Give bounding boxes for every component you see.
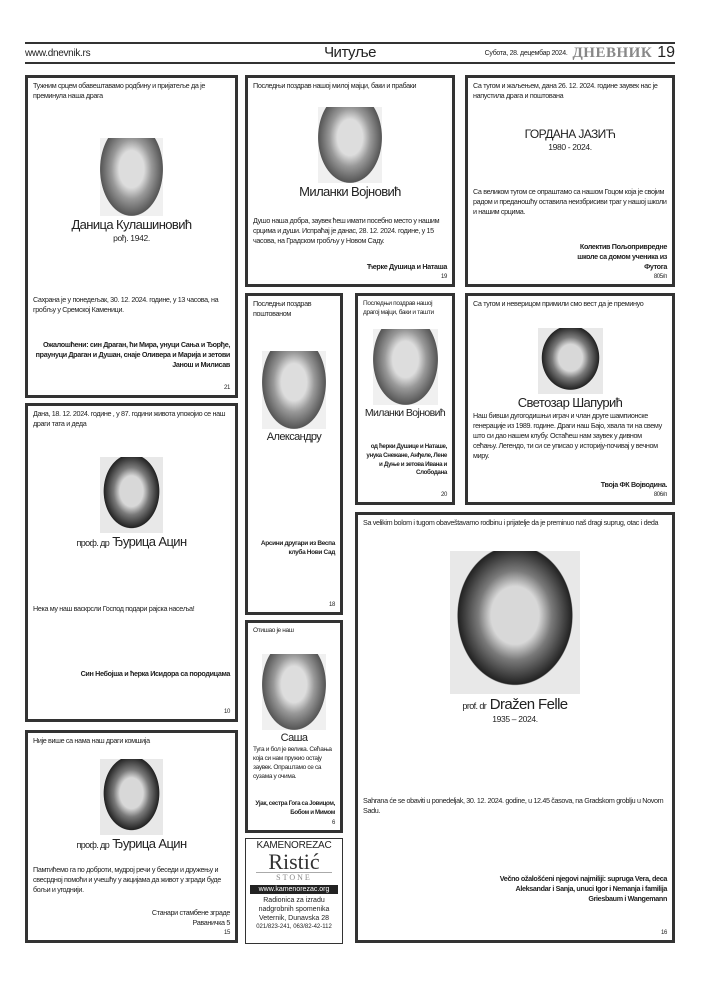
newspaper-logo: ДНЕВНИК xyxy=(572,44,653,61)
obituary-milanka-2 xyxy=(355,293,455,505)
obit-years: 1935 – 2024. xyxy=(492,713,538,724)
obit-title: проф. др xyxy=(76,537,110,548)
obit-name: Ђурица Ацин xyxy=(112,835,187,851)
obit-number: 16 xyxy=(661,929,667,936)
obit-signature: Ожалошћени: син Драган, ћи Мира, унуци Сања и Ђорђе, праунуци Драган и Душан, снаје Оливера и Марија и зетови Јанош и Милисав xyxy=(35,340,230,370)
ad-address: Veternik, Dunavska 28 xyxy=(258,915,330,923)
obit-intro: Тужним срцем обавештавамо родбину и пријатеље да је преминула наша драга xyxy=(33,81,206,101)
site-url[interactable]: www.dnevnik.rs xyxy=(25,47,91,59)
obit-signature: Станари стамбене зграде Раваничка 5 xyxy=(151,907,230,927)
obit-intro: Није више са нама наш драги комшија xyxy=(33,736,150,745)
obit-intro: Sa velikim bolom i tugom obaveštavamo rodbinu i prijatelje da je preminuo naš dragi suprug, otac i deda xyxy=(363,518,659,527)
obit-text: Наш бивши дугогодишњи играч и члан друге шампионске генерације из 1989. године. Драги наш Бајо, хвала ти на свему што си дао нашем клубу. Остаћеш нам заувек у дивном сећању. Легендо, ти си се уписао у историју-почивај у вечном миру. xyxy=(473,410,662,460)
obit-number: 10 xyxy=(224,708,230,715)
obit-name: Миланки Војновић xyxy=(299,183,401,199)
obit-name: Dražen Felle xyxy=(489,696,568,714)
obit-signature: од ћерки Душице и Наташе, унука Снежане, Анђеле, Лене и Дуње и зетова Ивана и Слободана xyxy=(366,443,447,477)
obit-name: Ђурица Ацин xyxy=(112,533,187,549)
obit-name: Саша xyxy=(280,732,308,745)
obit-name: Светозар Шапурић xyxy=(517,394,623,410)
obit-signature: Ујак, сестра Гога са Јовицом, Бобом и Мимом xyxy=(255,800,335,817)
ad-brand-sub: STONE xyxy=(256,872,332,883)
obit-intro: Са тугом и неверицом примили смо вест да је преминуо xyxy=(473,299,644,308)
obit-number: 15 xyxy=(224,929,230,936)
obit-years: 1980 - 2024. xyxy=(548,141,592,152)
obit-name: Миланки Војновић xyxy=(364,407,446,420)
ad-website[interactable]: www.kamenorezac.org xyxy=(250,885,338,894)
ad-line: nadgrobnih spomenika xyxy=(258,906,330,914)
ad-line: Radionica za izradu xyxy=(263,897,325,905)
obituary-djurica-1 xyxy=(25,403,238,722)
portrait-photo xyxy=(318,107,382,183)
page-header xyxy=(25,44,675,62)
stonemason-advertisement xyxy=(245,838,343,944)
obit-signature: Колектив Пољопривредне школе са домом ученика из Футога xyxy=(577,241,667,271)
obit-text: Сахрана је у понедељак, 30. 12. 2024. године, у 13 часова, на гробљу у Сремској Каменици. xyxy=(33,295,219,315)
ad-phone: 021/823-241, 063/82-42-112 xyxy=(256,923,332,930)
ad-brand-logo: Ristić xyxy=(268,849,320,874)
obit-number: 805/п xyxy=(653,273,667,280)
obit-intro: Отишао је наш xyxy=(253,627,294,634)
obit-text: Sahrana će se obaviti u ponedeljak, 30. 12. 2024. godine, u 12.45 časova, na Gradskom groblju u Novom Sadu. xyxy=(363,795,664,815)
obit-intro: Са тугом и жаљењем, дана 26. 12. 2024. године заувек нас је напустила драга и поштована xyxy=(473,81,658,101)
portrait-photo xyxy=(262,654,326,730)
obit-name: Александру xyxy=(266,431,322,443)
section-title: Читуље xyxy=(324,44,376,61)
obit-number: 6 xyxy=(332,819,335,826)
obit-title: prof. dr xyxy=(462,701,487,712)
ad-heading: KAMENOREZAC xyxy=(256,840,332,851)
obituary-danica xyxy=(25,75,238,398)
obit-text: Памтићемо га по доброти, мудрој речи у беседи и дружењу и свесрдној помоћи и учешћу у акцијама да живот у згради буде бољи и угоднији. xyxy=(33,864,221,894)
obit-number: 19 xyxy=(441,273,447,280)
obit-text: Туга и бол је велика. Сећања која си нам пружио остају заувек. Опраштамо се са сузама у очима. xyxy=(253,745,332,781)
portrait-photo xyxy=(100,138,163,216)
obit-intro: Последњи поздрав нашој милој мајци, баки и прабаки xyxy=(253,81,417,90)
obit-name: Даница Кулашиновић xyxy=(71,217,192,233)
obit-intro: Дана, 18. 12. 2024. године , у 87. години живота упокојио се наш драги тата и деда xyxy=(33,409,226,429)
portrait-photo xyxy=(538,328,603,394)
portrait-photo xyxy=(450,551,580,694)
portrait-photo xyxy=(373,329,438,405)
obituary-aleksandar xyxy=(245,293,343,615)
obit-text: Душо наша добра, заувек ћеш имати посебно место у нашим срцима и души. Испраћај је данас, 28. 12. 2024. године, у 15 часова, на Градском гробљу у Новом Саду. xyxy=(253,215,440,245)
obit-signature: Večno ožalošćeni njegovi najmiliji: supruga Vera, deca Aleksandar i Sanja, unuci Igor i Nemanja i familija Griesbaum i Wangemann xyxy=(499,874,667,904)
obituary-svetozar xyxy=(465,293,675,505)
obit-signature: Твоја ФК Војводина. xyxy=(600,479,667,489)
obituary-gordana xyxy=(465,75,675,287)
header-right xyxy=(350,44,675,62)
obituary-djurica-2 xyxy=(25,730,238,943)
obit-title: проф. др xyxy=(76,839,110,850)
obit-signature: Ћерке Душица и Наташа xyxy=(366,261,447,271)
obit-text: Са великом тугом се опраштамо са нашом Гоцом која је својим радом и преданошћу оставила неизбрисиви траг у нашој школи и нашим срцима. xyxy=(473,186,667,216)
obituary-milanka-1 xyxy=(245,75,455,287)
obit-intro: Последњи поздрав поштованом xyxy=(253,299,312,319)
header-rule-bottom xyxy=(25,62,675,64)
obit-name: ГОРДАНА ЈАЗИЋ xyxy=(524,126,616,141)
issue-date: Субота, 28. децембар 2024. xyxy=(484,49,568,57)
obit-intro: Последњи поздрав нашој драгој мајци, баки и ташти xyxy=(363,300,434,317)
obit-number: 806/п xyxy=(653,491,667,498)
obit-birth: рођ. 1942. xyxy=(113,233,150,244)
portrait-photo xyxy=(100,759,163,835)
portrait-photo xyxy=(262,351,326,429)
obit-number: 18 xyxy=(329,601,335,608)
obituary-drazen xyxy=(355,512,675,943)
portrait-photo xyxy=(100,457,163,533)
page-number: 19 xyxy=(657,44,675,61)
obit-signature: Арсини другари из Веспа клуба Нови Сад xyxy=(260,540,335,557)
obituary-sasa xyxy=(245,620,343,833)
obit-number: 20 xyxy=(441,491,447,498)
obit-text: Нека му наш васкрсли Господ подари рајска насеља! xyxy=(33,604,195,614)
obit-number: 21 xyxy=(224,384,230,391)
obit-signature: Син Небојша и ћерка Исидора са породицама xyxy=(80,669,230,679)
